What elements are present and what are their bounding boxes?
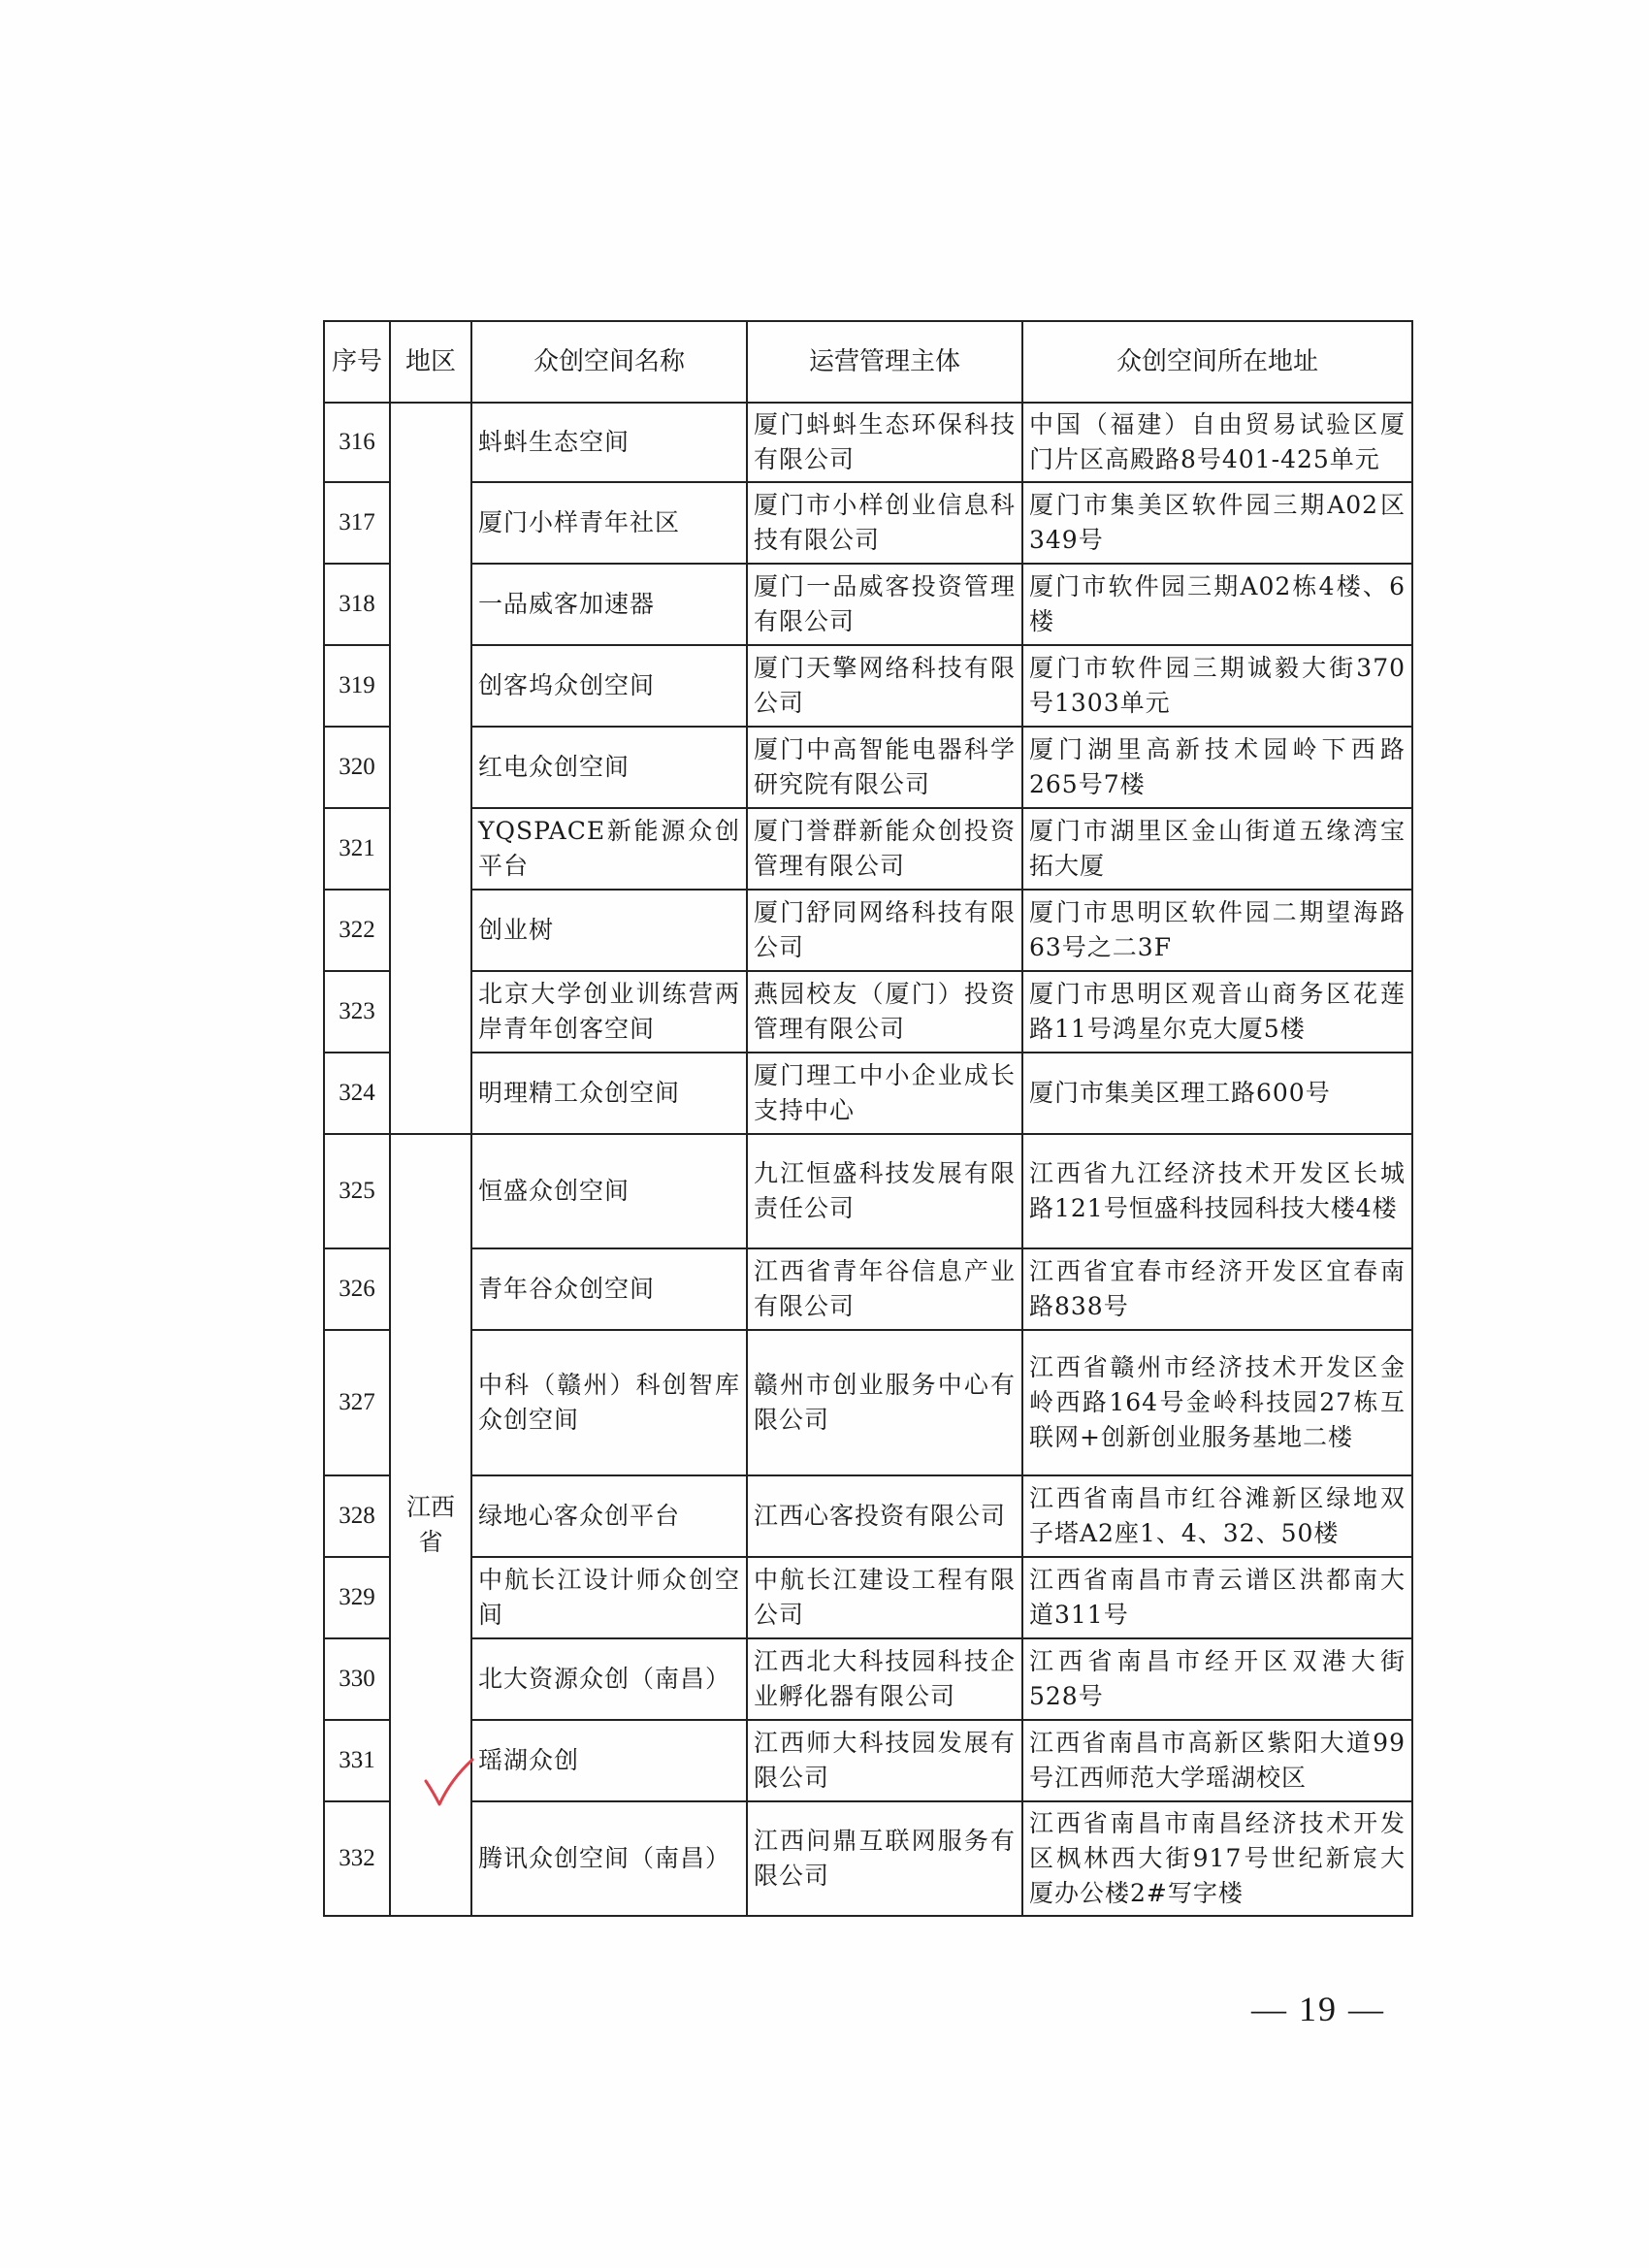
row-name: YQSPACE新能源众创平台	[471, 808, 747, 890]
row-seq: 328	[324, 1475, 390, 1557]
table-row	[324, 1801, 1412, 1916]
table-row	[324, 1557, 1412, 1638]
row-name: 中航长江设计师众创空间	[471, 1557, 747, 1638]
row-name: 蚪蚪生态空间	[471, 403, 747, 482]
row-operator: 九江恒盛科技发展有限责任公司	[747, 1134, 1022, 1248]
row-operator: 厦门誉群新能众创投资管理有限公司	[747, 808, 1022, 890]
row-address: 江西省南昌市红谷滩新区绿地双子塔A2座1、4、32、50楼	[1022, 1475, 1412, 1557]
row-seq: 326	[324, 1248, 390, 1330]
row-address: 厦门市软件园三期诚毅大街370号1303单元	[1022, 645, 1412, 727]
header-region: 地区	[390, 321, 471, 403]
row-name: 北京大学创业训练营两岸青年创客空间	[471, 971, 747, 1053]
header-name: 众创空间名称	[471, 321, 747, 403]
row-address: 江西省南昌市经开区双港大街528号	[1022, 1638, 1412, 1720]
row-operator: 厦门市小样创业信息科技有限公司	[747, 482, 1022, 564]
checkmark-icon	[422, 1758, 476, 1812]
row-address: 江西省九江经济技术开发区长城路121号恒盛科技园科技大楼4楼	[1022, 1134, 1412, 1248]
region-cell-jiangxi: 江西省	[390, 1134, 471, 1916]
row-address: 厦门市集美区理工路600号	[1022, 1053, 1412, 1134]
header-operator: 运营管理主体	[747, 321, 1022, 403]
row-operator: 厦门舒同网络科技有限公司	[747, 890, 1022, 971]
row-operator: 江西省青年谷信息产业有限公司	[747, 1248, 1022, 1330]
row-operator: 江西问鼎互联网服务有限公司	[747, 1801, 1022, 1916]
maker-space-table	[323, 320, 1413, 1917]
row-name: 北大资源众创（南昌）	[471, 1638, 747, 1720]
table-row	[324, 808, 1412, 890]
row-name: 明理精工众创空间	[471, 1053, 747, 1134]
row-operator: 江西师大科技园发展有限公司	[747, 1720, 1022, 1801]
table-row	[324, 1053, 1412, 1134]
row-operator: 厦门一品威客投资管理有限公司	[747, 564, 1022, 645]
row-seq: 324	[324, 1053, 390, 1134]
table-row	[324, 1134, 1412, 1248]
row-name: 瑶湖众创	[471, 1720, 747, 1801]
row-address: 江西省南昌市青云谱区洪都南大道311号	[1022, 1557, 1412, 1638]
row-operator: 厦门蚪蚪生态环保科技有限公司	[747, 403, 1022, 482]
row-address: 厦门市软件园三期A02栋4楼、6楼	[1022, 564, 1412, 645]
row-seq: 319	[324, 645, 390, 727]
row-address: 厦门市思明区软件园二期望海路63号之二3F	[1022, 890, 1412, 971]
row-address: 厦门湖里高新技术园岭下西路265号7楼	[1022, 727, 1412, 808]
row-name: 一品威客加速器	[471, 564, 747, 645]
row-seq: 327	[324, 1330, 390, 1475]
header-address: 众创空间所在地址	[1022, 321, 1412, 403]
row-operator: 赣州市创业服务中心有限公司	[747, 1330, 1022, 1475]
row-seq: 322	[324, 890, 390, 971]
table-row	[324, 971, 1412, 1053]
table-row	[324, 482, 1412, 564]
row-address: 厦门市湖里区金山街道五缘湾宝拓大厦	[1022, 808, 1412, 890]
row-seq: 332	[324, 1801, 390, 1916]
row-address: 厦门市集美区软件园三期A02区349号	[1022, 482, 1412, 564]
table-body	[324, 403, 1412, 1916]
table-row	[324, 1638, 1412, 1720]
table-header-row	[324, 321, 1412, 403]
row-seq: 318	[324, 564, 390, 645]
row-operator: 江西心客投资有限公司	[747, 1475, 1022, 1557]
row-name: 中科（赣州）科创智库众创空间	[471, 1330, 747, 1475]
row-address: 江西省赣州市经济技术开发区金岭西路164号金岭科技园27栋互联网+创新创业服务基地二楼	[1022, 1330, 1412, 1475]
row-seq: 316	[324, 403, 390, 482]
row-operator: 江西北大科技园科技企业孵化器有限公司	[747, 1638, 1022, 1720]
row-address: 中国（福建）自由贸易试验区厦门片区高殿路8号401-425单元	[1022, 403, 1412, 482]
row-operator: 厦门天擎网络科技有限公司	[747, 645, 1022, 727]
row-seq: 321	[324, 808, 390, 890]
row-seq: 317	[324, 482, 390, 564]
table-row	[324, 1330, 1412, 1475]
row-address: 厦门市思明区观音山商务区花莲路11号鸿星尔克大厦5楼	[1022, 971, 1412, 1053]
row-name: 厦门小样青年社区	[471, 482, 747, 564]
row-operator: 厦门中高智能电器科学研究院有限公司	[747, 727, 1022, 808]
row-name: 青年谷众创空间	[471, 1248, 747, 1330]
row-seq: 323	[324, 971, 390, 1053]
row-address: 江西省宜春市经济开发区宜春南路838号	[1022, 1248, 1412, 1330]
row-seq: 325	[324, 1134, 390, 1248]
table-row	[324, 1248, 1412, 1330]
table-row	[324, 564, 1412, 645]
table-row	[324, 1475, 1412, 1557]
row-name: 恒盛众创空间	[471, 1134, 747, 1248]
table-row	[324, 727, 1412, 808]
row-name: 创业树	[471, 890, 747, 971]
row-name: 腾讯众创空间（南昌）	[471, 1801, 747, 1916]
row-seq: 329	[324, 1557, 390, 1638]
row-address: 江西省南昌市南昌经济技术开发区枫林西大街917号世纪新宸大厦办公楼2#写字楼	[1022, 1801, 1412, 1916]
row-name: 创客坞众创空间	[471, 645, 747, 727]
row-address: 江西省南昌市高新区紫阳大道99号江西师范大学瑶湖校区	[1022, 1720, 1412, 1801]
table-row	[324, 1720, 1412, 1801]
table-row	[324, 403, 1412, 482]
header-seq: 序号	[324, 321, 390, 403]
row-operator: 厦门理工中小企业成长支持中心	[747, 1053, 1022, 1134]
row-seq: 331	[324, 1720, 390, 1801]
row-name: 绿地心客众创平台	[471, 1475, 747, 1557]
row-seq: 330	[324, 1638, 390, 1720]
region-cell-fujian	[390, 403, 471, 1134]
row-operator: 中航长江建设工程有限公司	[747, 1557, 1022, 1638]
row-name: 红电众创空间	[471, 727, 747, 808]
table-row	[324, 890, 1412, 971]
page-number: — 19 —	[1251, 1990, 1385, 2028]
row-operator: 燕园校友（厦门）投资管理有限公司	[747, 971, 1022, 1053]
table-row	[324, 645, 1412, 727]
row-seq: 320	[324, 727, 390, 808]
